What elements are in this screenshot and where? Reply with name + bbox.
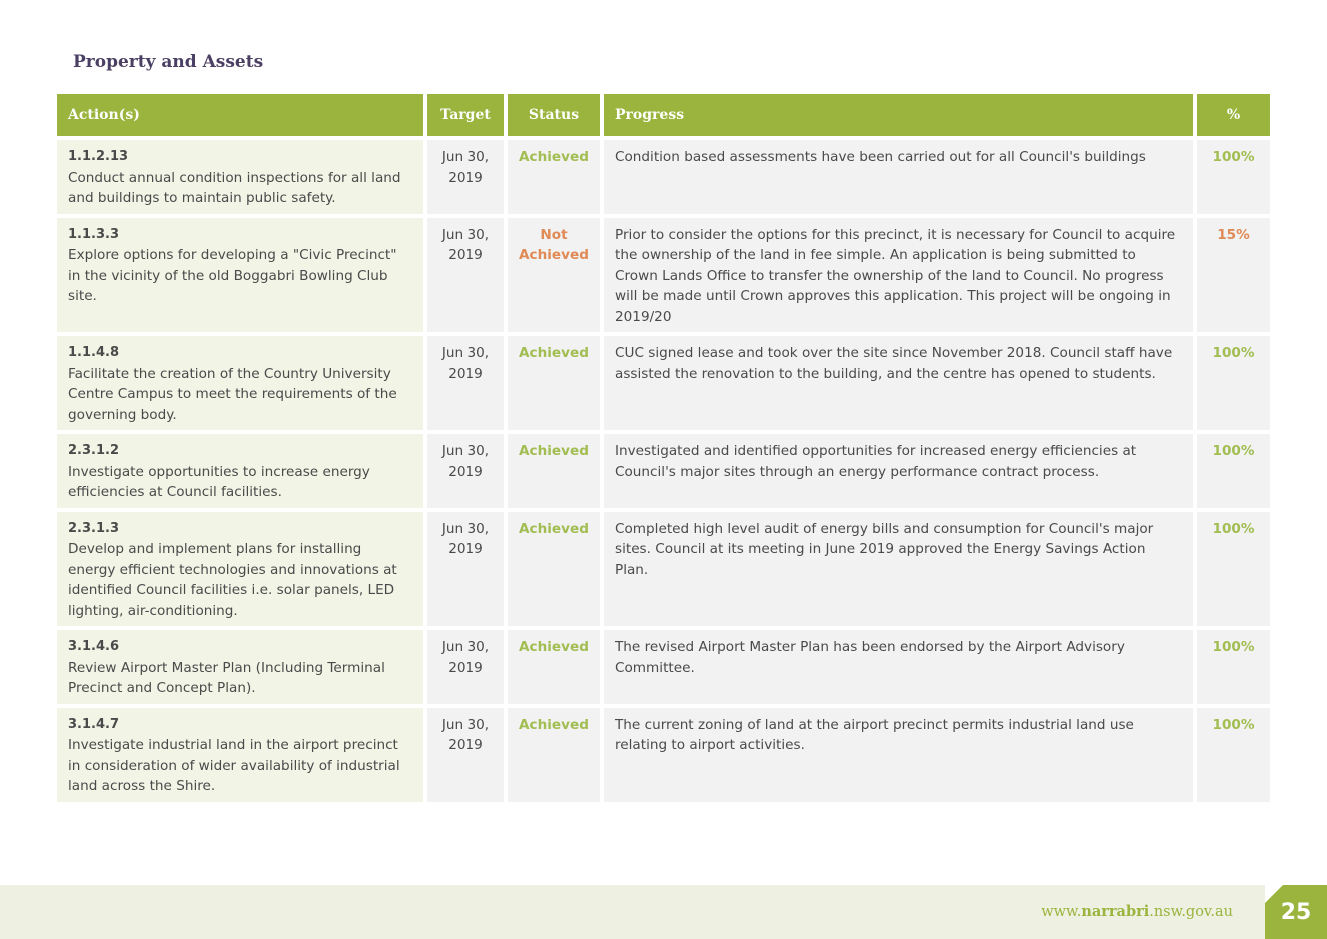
action-cell	[57, 630, 423, 704]
target-date: Jun 30, 2019	[427, 708, 504, 802]
action-cell	[57, 434, 423, 508]
action-text: Review Airport Master Plan (Including Terminal Precinct and Concept Plan).	[68, 659, 385, 696]
percent-complete: 100%	[1197, 708, 1270, 802]
progress-text: CUC signed lease and took over the site since November 2018. Council staff have assisted the renovation to the building, and the centre has opened to students.	[604, 336, 1193, 430]
action-text: Investigate opportunities to increase energy efficiencies at Council facilities.	[68, 463, 370, 500]
action-text: Explore options for developing a "Civic Precinct" in the vicinity of the old Boggabri Bowling Club site.	[68, 247, 397, 304]
url-suffix: .nsw.gov.au	[1149, 904, 1233, 920]
target-date: Jun 30, 2019	[427, 434, 504, 508]
percent-complete: 100%	[1197, 140, 1270, 214]
target-date: Jun 30, 2019	[427, 336, 504, 430]
url-brand: narrabri	[1081, 903, 1150, 920]
table-body	[57, 140, 1270, 802]
header-percent: %	[1197, 94, 1270, 136]
header-status: Status	[508, 94, 600, 136]
action-code: 1.1.3.3	[68, 226, 119, 242]
footer	[0, 885, 1327, 939]
action-code: 1.1.4.8	[68, 345, 119, 360]
progress-text: The revised Airport Master Plan has been endorsed by the Airport Advisory Committee.	[604, 630, 1193, 704]
header-progress: Progress	[604, 94, 1193, 136]
percent-complete: 100%	[1197, 336, 1270, 430]
status-label: Achieved	[508, 512, 600, 627]
percent-complete: 100%	[1197, 630, 1270, 704]
page-number: 25	[1265, 885, 1327, 939]
action-code: 1.1.2.13	[68, 149, 129, 164]
table-row	[57, 434, 1270, 508]
header-target: Target	[427, 94, 504, 136]
progress-text: Condition based assessments have been carried out for all Council's buildings	[604, 140, 1193, 214]
percent-complete: 100%	[1197, 434, 1270, 508]
header-action: Action(s)	[57, 94, 423, 136]
action-cell	[57, 218, 423, 333]
status-label: Achieved	[508, 630, 600, 704]
table-header-row	[57, 94, 1270, 136]
progress-text: Investigated and identified opportunities for increased energy efficiencies at Council's major sites through an energy performance contract process.	[604, 434, 1193, 508]
action-text: Conduct annual condition inspections for all land and buildings to maintain public safety.	[68, 169, 401, 206]
progress-text: The current zoning of land at the airport precinct permits industrial land use relating to airport activities.	[604, 708, 1193, 802]
action-code: 2.3.1.3	[68, 520, 119, 536]
action-code: 3.1.4.6	[68, 639, 119, 654]
action-text: Investigate industrial land in the airport precinct in consideration of wider availability of industrial land across the Shire.	[68, 737, 400, 794]
action-code: 2.3.1.2	[68, 443, 119, 458]
target-date: Jun 30, 2019	[427, 512, 504, 627]
table-row	[57, 140, 1270, 214]
url-prefix: www.	[1041, 904, 1082, 920]
percent-complete: 100%	[1197, 512, 1270, 627]
target-date: Jun 30, 2019	[427, 630, 504, 704]
footer-website-link[interactable]	[1041, 903, 1233, 920]
progress-text: Completed high level audit of energy bills and consumption for Council's major sites. Council at its meeting in June 2019 approved the Energy Savings Action Plan.	[604, 512, 1193, 627]
action-text: Develop and implement plans for installing energy efficient technologies and innovations at identified Council facilities i.e. solar panels, LED lighting, air-conditioning.	[68, 541, 397, 619]
status-label: Achieved	[508, 336, 600, 430]
section-title: Property and Assets	[73, 52, 264, 72]
action-cell	[57, 512, 423, 627]
action-plan-table	[53, 90, 1274, 806]
progress-text: Prior to consider the options for this precinct, it is necessary for Council to acquire the ownership of the land in fee simple. An application is being submitted to Crown Lands Office to transfer the ownership of the land to Council. No progress will be made until Crown approves this application. This project will be ongoing in 2019/20	[604, 218, 1193, 333]
action-text: Facilitate the creation of the Country University Centre Campus to meet the requirements of the governing body.	[68, 365, 397, 423]
table-row	[57, 630, 1270, 704]
table-row	[57, 218, 1270, 333]
table-row	[57, 336, 1270, 430]
target-date: Jun 30, 2019	[427, 140, 504, 214]
status-label: Achieved	[508, 434, 600, 508]
action-code: 3.1.4.7	[68, 716, 119, 732]
status-label: Achieved	[508, 708, 600, 802]
action-cell	[57, 140, 423, 214]
table-row	[57, 708, 1270, 802]
status-label: Not Achieved	[508, 218, 600, 333]
table-row	[57, 512, 1270, 627]
action-cell	[57, 708, 423, 802]
percent-complete: 15%	[1197, 218, 1270, 333]
target-date: Jun 30, 2019	[427, 218, 504, 333]
status-label: Achieved	[508, 140, 600, 214]
action-cell	[57, 336, 423, 430]
